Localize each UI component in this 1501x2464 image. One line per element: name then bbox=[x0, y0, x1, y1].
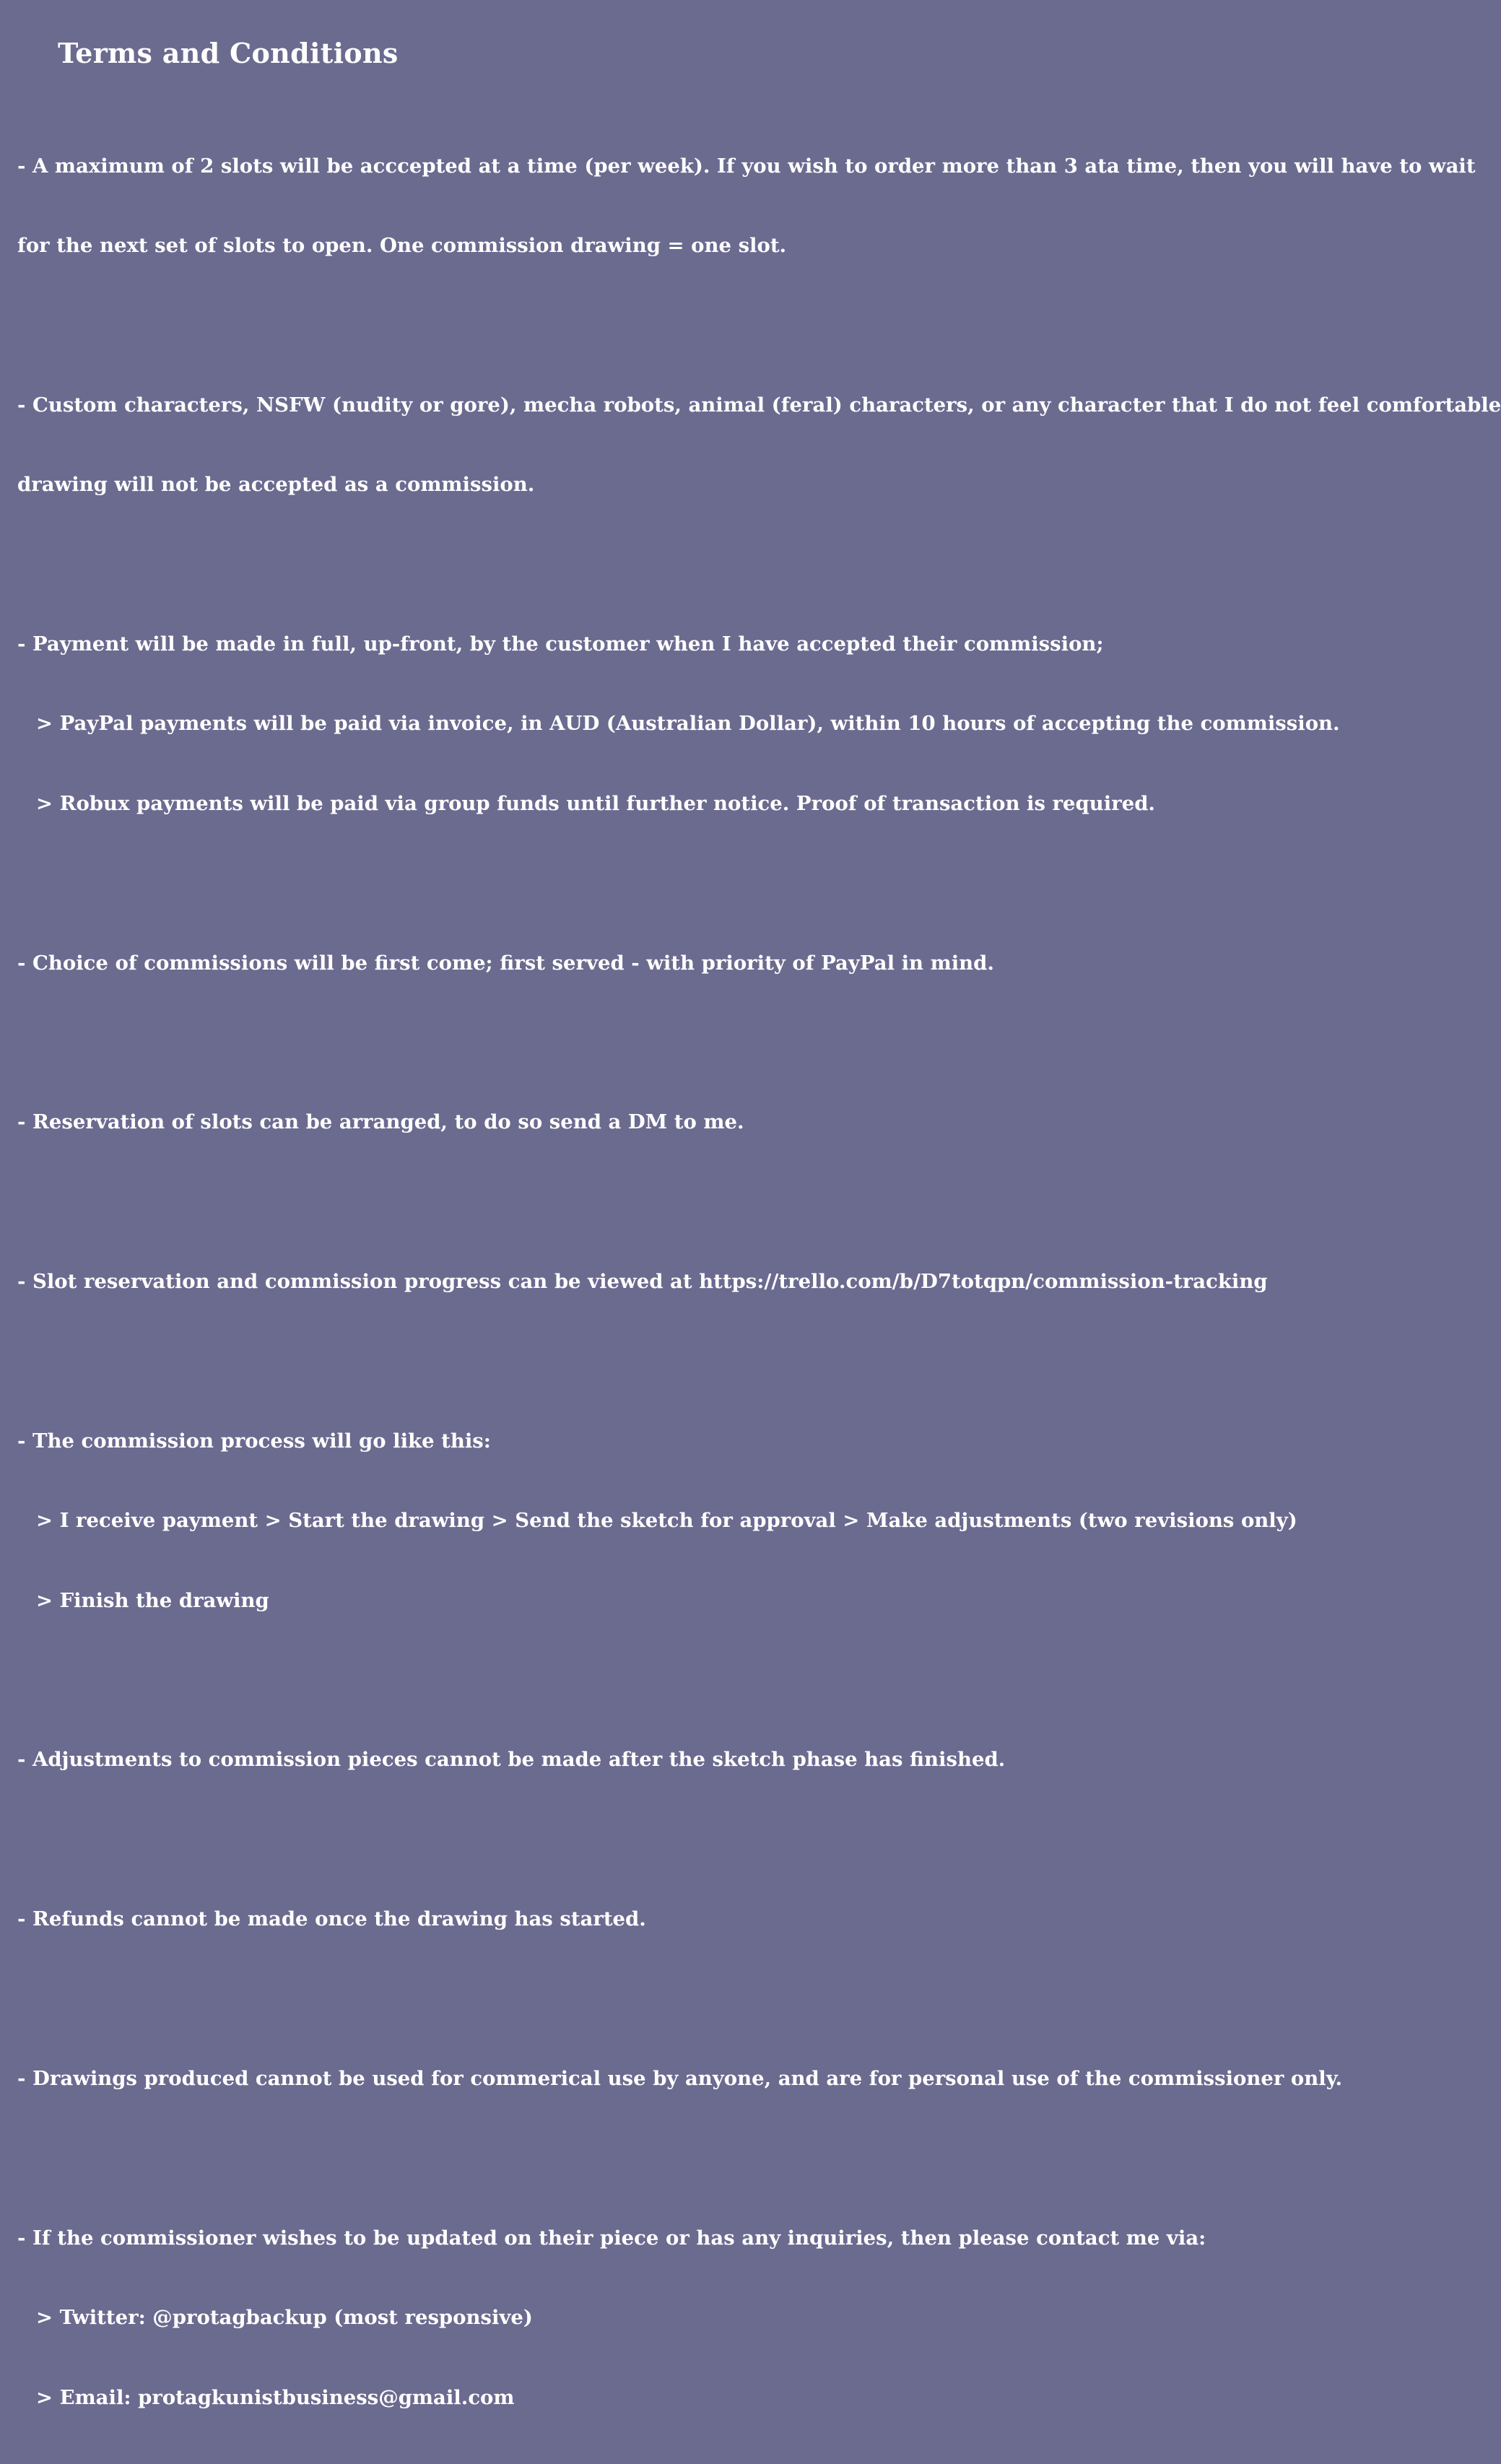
term-text-line: drawing will not be accepted as a commission. bbox=[17, 473, 535, 497]
term-text-line: - Custom characters, NSFW (nudity or gore), mecha robots, animal (feral) characters, or any character that I do not feel comfortable bbox=[17, 393, 1501, 417]
term-item-tracking bbox=[17, 1215, 1467, 1348]
term-text-line: - The commission process will go like this: bbox=[17, 1429, 491, 1453]
term-subitem-process-steps: > I receive payment > Start the drawing > Send the sketch for approval > Make adjustments (two revisions only) bbox=[36, 1509, 1297, 1533]
term-text-line: for the next set of slots to open. One commission drawing = one slot. bbox=[17, 233, 787, 257]
term-text-line: - Drawings produced cannot be used for commerical use by anyone, and are for personal use of the commissioner only. bbox=[17, 2066, 1343, 2090]
term-text-line: - A maximum of 2 slots will be acccepted at a time (per week). If you wish to order more than 3 ata time, then you will have to wait bbox=[17, 154, 1476, 178]
term-item-process bbox=[17, 1375, 1467, 1667]
term-text-line: - Refunds cannot be made once the drawing has started. bbox=[17, 1907, 646, 1931]
term-item-slot-limit bbox=[17, 100, 1476, 312]
term-subitem-email: > Email: protagkunistbusiness@gmail.com bbox=[36, 2385, 515, 2409]
term-subitem-robux: > Robux payments will be paid via group funds until further notice. Proof of transaction is required. bbox=[36, 791, 1155, 815]
term-text-line: - If the commissioner wishes to be updated on their piece or has any inquiries, then please contact me via: bbox=[17, 2226, 1206, 2250]
term-item-refunds bbox=[17, 1853, 1467, 1986]
term-item-excluded-content bbox=[17, 339, 1501, 551]
term-text-line: - Reservation of slots can be arranged, to do so send a DM to me. bbox=[17, 1110, 744, 1134]
term-item-payment bbox=[17, 578, 1467, 870]
term-text-line: - Choice of commissions will be first come; first served - with priority of PayPal in mind. bbox=[17, 951, 994, 975]
term-text-line: - Adjustments to commission pieces cannot be made after the sketch phase has finished. bbox=[17, 1748, 1006, 1772]
term-text-line: - Payment will be made in full, up-front, by the customer when I have accepted their commission; bbox=[17, 632, 1104, 656]
term-item-usage bbox=[17, 2012, 1467, 2145]
term-item-adjustments bbox=[17, 1694, 1467, 1827]
page-title: Terms and Conditions bbox=[58, 37, 399, 69]
term-item-priority bbox=[17, 897, 1467, 1029]
term-item-reservation bbox=[17, 1056, 1467, 1189]
term-item-contact bbox=[17, 2172, 1467, 2464]
terms-list bbox=[17, 100, 1501, 2464]
term-text-line: - Slot reservation and commission progress can be viewed at https://trello.com/b/D7totqpn/commission-tracking bbox=[17, 1270, 1268, 1294]
term-subitem-twitter: > Twitter: @protagbackup (most responsive) bbox=[36, 2306, 533, 2330]
term-subitem-process-finish: > Finish the drawing bbox=[36, 1588, 269, 1612]
term-subitem-paypal: > PayPal payments will be paid via invoice, in AUD (Australian Dollar), within 10 hours of accepting the commission. bbox=[36, 712, 1340, 736]
